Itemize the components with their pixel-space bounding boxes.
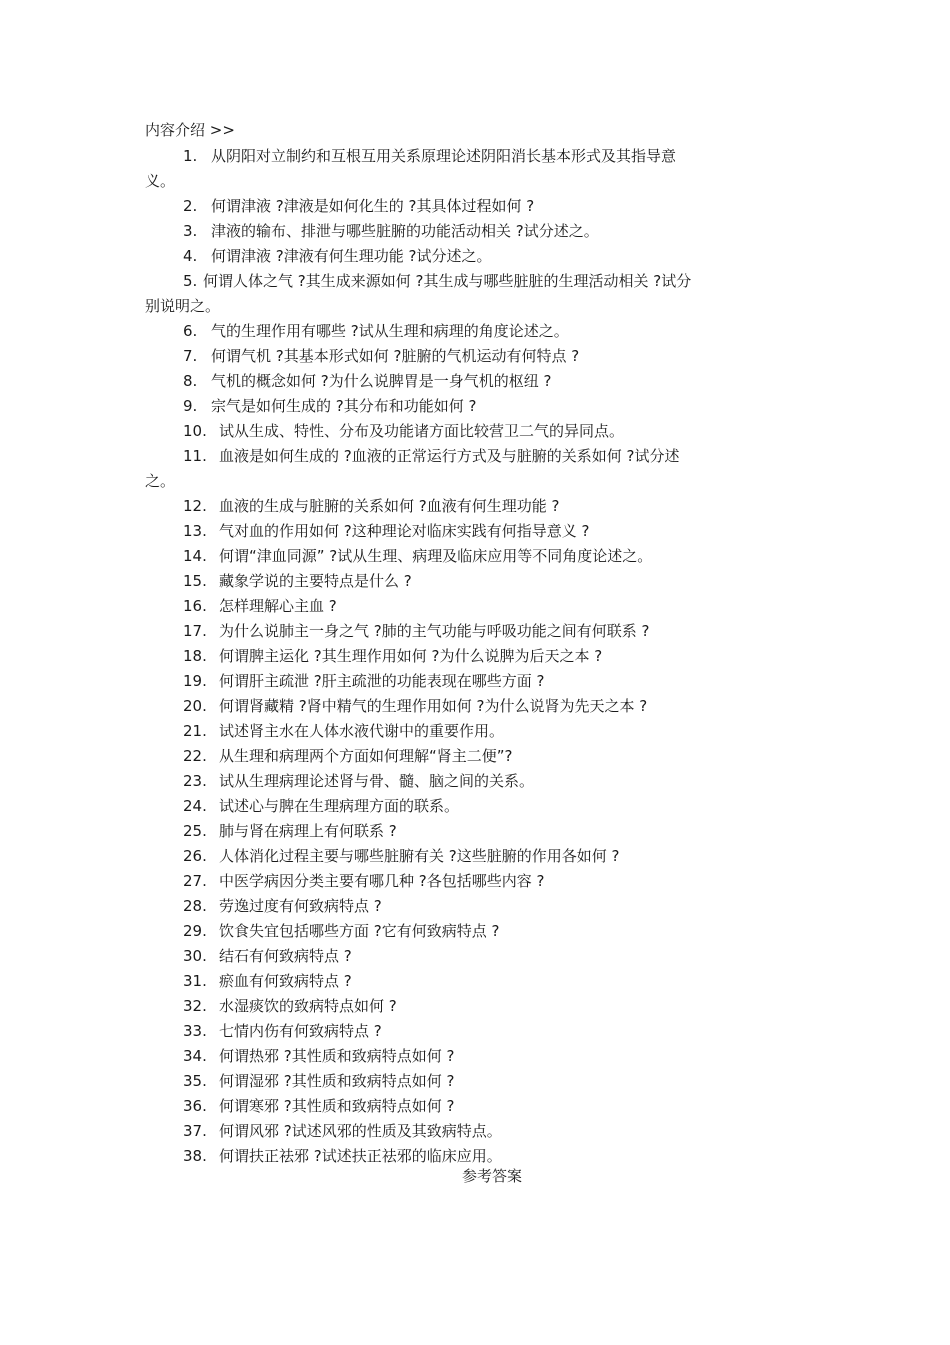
question-item: [0, 944, 950, 969]
question-text: 何谓津液 ?津液有何生理功能 ?试分述之。: [211, 247, 492, 265]
question-text: 血液是如何生成的 ?血液的正常运行方式及与脏腑的关系如何 ?试分述: [219, 447, 680, 465]
question-list: [0, 144, 950, 1169]
question-item: [0, 894, 950, 919]
question-item: [0, 644, 950, 669]
question-item: [0, 744, 950, 769]
question-item: [0, 619, 950, 644]
question-number: 36.: [183, 1097, 207, 1115]
question-item: [0, 194, 950, 219]
question-number: 11.: [183, 447, 207, 465]
question-item: [0, 1019, 950, 1044]
question-number: 9.: [183, 397, 198, 415]
question-item: [0, 569, 950, 594]
question-item: [0, 544, 950, 569]
intro-heading: 内容介绍 >>: [145, 121, 235, 139]
question-text: 何谓寒邪 ?其性质和致病特点如何 ?: [219, 1097, 455, 1115]
question-text: 从生理和病理两个方面如何理解“肾主二便”?: [219, 747, 513, 765]
question-text: 饮食失宜包括哪些方面 ?它有何致病特点 ?: [219, 922, 500, 940]
question-text: 何谓湿邪 ?其性质和致病特点如何 ?: [219, 1072, 455, 1090]
question-number: 16.: [183, 597, 207, 615]
question-number: 2.: [183, 197, 198, 215]
question-number: 13.: [183, 522, 207, 540]
question-number: 30.: [183, 947, 207, 965]
question-text-continued: 义。: [145, 172, 176, 190]
question-text: 肺与肾在病理上有何联系 ?: [219, 822, 397, 840]
question-text: 何谓津液 ?津液是如何化生的 ?其具体过程如何 ?: [211, 197, 535, 215]
question-number: 25.: [183, 822, 207, 840]
question-item: [0, 819, 950, 844]
question-number: 37.: [183, 1122, 207, 1140]
question-number: 20.: [183, 697, 207, 715]
question-number: 1.: [183, 147, 198, 165]
question-text: 何谓热邪 ?其性质和致病特点如何 ?: [219, 1047, 455, 1065]
question-item: [0, 769, 950, 794]
question-item: [0, 869, 950, 894]
question-text: 试述肾主水在人体水液代谢中的重要作用。: [219, 722, 505, 740]
question-number: 14.: [183, 547, 207, 565]
question-item: [0, 669, 950, 694]
question-number: 15.: [183, 572, 207, 590]
question-text: 七情内伤有何致病特点 ?: [219, 1022, 382, 1040]
question-item: [0, 1119, 950, 1144]
answer-heading: 参考答案: [461, 1167, 522, 1185]
question-text: 中医学病因分类主要有哪几种 ?各包括哪些内容 ?: [219, 872, 545, 890]
question-item: [0, 269, 950, 319]
question-number: 27.: [183, 872, 207, 890]
question-text: 气对血的作用如何 ?这种理论对临床实践有何指导意义 ?: [219, 522, 590, 540]
question-item: [0, 244, 950, 269]
question-item: [0, 994, 950, 1019]
question-number: 21.: [183, 722, 207, 740]
question-item: [0, 219, 950, 244]
question-number: 35.: [183, 1072, 207, 1090]
question-number: 23.: [183, 772, 207, 790]
question-text: 血液的生成与脏腑的关系如何 ?血液有何生理功能 ?: [219, 497, 560, 515]
question-item: [0, 144, 950, 194]
question-text: 怎样理解心主血 ?: [219, 597, 337, 615]
question-text: 何谓扶正祛邪 ?试述扶正祛邪的临床应用。: [219, 1147, 502, 1165]
question-text: 藏象学说的主要特点是什么 ?: [219, 572, 412, 590]
question-item: [0, 1044, 950, 1069]
question-item: [0, 1069, 950, 1094]
question-number: 26.: [183, 847, 207, 865]
question-item: [0, 319, 950, 344]
question-item: [0, 794, 950, 819]
question-text: 气的生理作用有哪些 ?试从生理和病理的角度论述之。: [211, 322, 569, 340]
question-text: 劳逸过度有何致病特点 ?: [219, 897, 382, 915]
question-number: 22.: [183, 747, 207, 765]
question-number: 4.: [183, 247, 198, 265]
question-item: [0, 419, 950, 444]
question-item: [0, 344, 950, 369]
question-text: 何谓气机 ?其基本形式如何 ?脏腑的气机运动有何特点 ?: [211, 347, 580, 365]
question-text: 宗气是如何生成的 ?其分布和功能如何 ?: [211, 397, 477, 415]
question-text: 何谓风邪 ?试述风邪的性质及其致病特点。: [219, 1122, 502, 1140]
question-text-continued: 别说明之。: [145, 297, 221, 315]
question-number: 12.: [183, 497, 207, 515]
question-text: 从阴阳对立制约和互根互用关系原理论述阴阳消长基本形式及其指导意: [211, 147, 677, 165]
question-number: 38.: [183, 1147, 207, 1165]
question-text: 津液的输布、排泄与哪些脏腑的功能活动相关 ?试分述之。: [211, 222, 599, 240]
question-number: 29.: [183, 922, 207, 940]
question-number: 28.: [183, 897, 207, 915]
question-text: 人体消化过程主要与哪些脏腑有关 ?这些脏腑的作用各如何 ?: [219, 847, 620, 865]
question-text: 水湿痰饮的致病特点如何 ?: [219, 997, 397, 1015]
question-number: 3.: [183, 222, 198, 240]
question-item: [0, 694, 950, 719]
question-item: [0, 719, 950, 744]
question-text: 气机的概念如何 ?为什么说脾胃是一身气机的枢纽 ?: [211, 372, 552, 390]
question-item: [0, 394, 950, 419]
question-number: 19.: [183, 672, 207, 690]
question-item: [0, 594, 950, 619]
question-text: 结石有何致病特点 ?: [219, 947, 352, 965]
question-text: 何谓肾藏精 ?肾中精气的生理作用如何 ?为什么说肾为先天之本 ?: [219, 697, 648, 715]
question-number: 6.: [183, 322, 198, 340]
question-item: [0, 519, 950, 544]
question-text: 试从生成、特性、分布及功能诸方面比较营卫二气的异同点。: [219, 422, 625, 440]
question-item: [0, 1094, 950, 1119]
question-text: 何谓人体之气 ?其生成来源如何 ?其生成与哪些脏脏的生理活动相关 ?试分: [203, 272, 692, 290]
question-text: 试述心与脾在生理病理方面的联系。: [219, 797, 460, 815]
question-number: 8.: [183, 372, 198, 390]
question-item: [0, 369, 950, 394]
question-item: [0, 444, 950, 494]
question-number: 17.: [183, 622, 207, 640]
question-number: 24.: [183, 797, 207, 815]
question-item: [0, 969, 950, 994]
question-number: 31.: [183, 972, 207, 990]
question-text: 何谓肝主疏泄 ?肝主疏泄的功能表现在哪些方面 ?: [219, 672, 545, 690]
question-text: 瘀血有何致病特点 ?: [219, 972, 352, 990]
question-number: 34.: [183, 1047, 207, 1065]
question-number: 7.: [183, 347, 198, 365]
question-item: [0, 494, 950, 519]
question-number: 5.: [183, 272, 198, 290]
question-text: 何谓“津血同源” ?试从生理、病理及临床应用等不同角度论述之。: [219, 547, 653, 565]
question-text: 何谓脾主运化 ?其生理作用如何 ?为什么说脾为后天之本 ?: [219, 647, 603, 665]
question-text: 试从生理病理论述肾与骨、髓、脑之间的关系。: [219, 772, 535, 790]
question-item: [0, 844, 950, 869]
question-text-continued: 之。: [145, 472, 176, 490]
question-number: 32.: [183, 997, 207, 1015]
question-text: 为什么说肺主一身之气 ?肺的主气功能与呼吸功能之间有何联系 ?: [219, 622, 650, 640]
question-number: 18.: [183, 647, 207, 665]
question-number: 10.: [183, 422, 207, 440]
question-number: 33.: [183, 1022, 207, 1040]
question-item: [0, 919, 950, 944]
